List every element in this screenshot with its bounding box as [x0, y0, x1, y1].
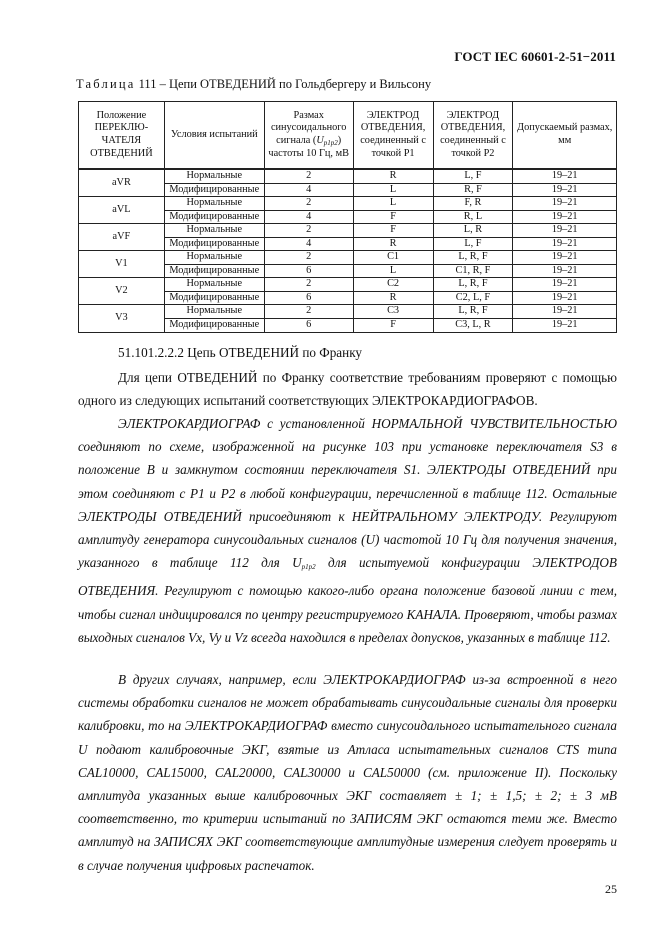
- cell-position: aVR: [79, 169, 165, 197]
- cell-electrode-p1: L: [353, 264, 433, 278]
- header-amplitude: [264, 102, 353, 170]
- cell-electrode-p2: L, F: [433, 237, 513, 251]
- cell-amplitude: 2: [264, 224, 353, 238]
- cell-conditions: Модифицированные: [164, 319, 264, 333]
- cell-electrode-p1: C3: [353, 305, 433, 319]
- cell-amplitude: 2: [264, 278, 353, 292]
- cell-electrode-p2: R, L: [433, 210, 513, 224]
- cell-conditions: Модифицированные: [164, 183, 264, 197]
- cell-position: V2: [79, 278, 165, 305]
- page-number: 25: [605, 882, 617, 896]
- header-amplitude-var: U: [316, 135, 324, 146]
- header-amplitude-post: ) частоты 10 Гц, мВ: [268, 135, 349, 159]
- cell-tolerance: 19–21: [513, 291, 617, 305]
- cell-amplitude: 2: [264, 197, 353, 211]
- cell-conditions: Нормальные: [164, 251, 264, 265]
- header-conditions: Условия испытаний: [164, 102, 264, 170]
- cell-electrode-p1: F: [353, 224, 433, 238]
- header-amplitude-sub: p1p2: [323, 139, 338, 147]
- cell-amplitude: 6: [264, 291, 353, 305]
- cell-conditions: Модифицированные: [164, 291, 264, 305]
- cell-electrode-p1: C1: [353, 251, 433, 265]
- table-caption-label: Таблица: [76, 77, 136, 91]
- cell-electrode-p2: R, F: [433, 183, 513, 197]
- cell-electrode-p2: L, R, F: [433, 251, 513, 265]
- cell-tolerance: 19–21: [513, 197, 617, 211]
- cell-electrode-p1: L: [353, 197, 433, 211]
- cell-amplitude: 2: [264, 305, 353, 319]
- calibration-ecg-paragraph: В других случаях, например, если ЭЛЕКТРОКАРДИОГРАФ из-за встроенной в него системы обработки сигналов не может обрабатывать синусоидальные сигналы для проверки калибровки, то на ЭЛЕКТРОКАРДИОГРАФ вместо синусоидального испытательного сигнала U подают калибровочные ЭКГ, взятые из Атласа испытательных сигналов CTS типа CAL10000, CAL15000, CAL20000, CAL30000 и CAL50000 (см. приложение II). Поскольку амплитуда указанных выше калибровочных ЭКГ составляет ± 1; ± 1,5; ± 2; ± 3 мВ соответственно, то критерии испытаний по ЗАПИСЯМ ЭКГ остаются теми же. Вместо амплитуд на ЗАПИСЯХ ЭКГ соответствующие амплитудные измерения следует проверять и в случае получения цифровых распечаток.: [78, 672, 617, 873]
- cell-conditions: Модифицированные: [164, 264, 264, 278]
- cell-tolerance: 19–21: [513, 319, 617, 333]
- document-header-standard: ГОСТ IEC 60601-2-51−2011: [454, 49, 616, 64]
- table-row: [79, 197, 617, 211]
- cell-electrode-p2: L, R: [433, 224, 513, 238]
- cell-amplitude: 2: [264, 251, 353, 265]
- para1-sub: p1p2: [301, 563, 316, 572]
- cell-electrode-p1: R: [353, 291, 433, 305]
- intro-paragraph: Для цепи ОТВЕДЕНИЙ по Франку соответствие требованиям проверяют с помощью одного из следующих испытаний соответствующих ЭЛЕКТРОКАРДИОГРАФОВ.: [78, 370, 617, 409]
- table-row: [79, 169, 617, 183]
- cell-conditions: Нормальные: [164, 169, 264, 183]
- cell-tolerance: 19–21: [513, 237, 617, 251]
- cell-tolerance: 19–21: [513, 183, 617, 197]
- cell-tolerance: 19–21: [513, 305, 617, 319]
- cell-electrode-p2: C2, L, F: [433, 291, 513, 305]
- cell-conditions: Нормальные: [164, 278, 264, 292]
- cell-tolerance: 19–21: [513, 210, 617, 224]
- cell-conditions: Нормальные: [164, 224, 264, 238]
- cell-electrode-p1: C2: [353, 278, 433, 292]
- header-tolerance: Допускаемый размах, мм: [513, 102, 617, 170]
- cell-position: aVL: [79, 197, 165, 224]
- cell-conditions: Модифицированные: [164, 237, 264, 251]
- cell-amplitude: 2: [264, 169, 353, 183]
- frank-test-paragraph: [78, 412, 617, 649]
- cell-conditions: Нормальные: [164, 197, 264, 211]
- section-heading-text: 51.101.2.2.2 Цепь ОТВЕДЕНИЙ по Франку: [118, 345, 363, 360]
- table-header-row: [79, 102, 617, 170]
- lead-circuits-table: [78, 101, 617, 333]
- cell-conditions: Нормальные: [164, 305, 264, 319]
- cell-electrode-p1: L: [353, 183, 433, 197]
- table-row: [79, 305, 617, 319]
- cell-conditions: Модифицированные: [164, 210, 264, 224]
- cell-amplitude: 4: [264, 210, 353, 224]
- section-heading: [78, 341, 362, 364]
- cell-electrode-p2: F, R: [433, 197, 513, 211]
- para1-text-b: для испытуемой конфигурации ЭЛЕКТРОДОВ ОТВЕДЕНИЯ. Регулируют с помощью какого-либо органа положение базовой линии с тем, чтобы сигнал индицировался по центру регистрируемого КАНАЛА. Проверяют, чтобы размах выходных сигналов Vx, Vy и Vz всегда находился в пределах допусков, указанных в таблице 112.: [78, 555, 617, 645]
- table-row: [79, 224, 617, 238]
- cell-amplitude: 4: [264, 183, 353, 197]
- cell-position: V3: [79, 305, 165, 332]
- header-position: Положение ПЕРЕКЛЮ-ЧАТЕЛЯ ОТВЕДЕНИЙ: [79, 102, 165, 170]
- table-body: [79, 169, 617, 332]
- table-caption: [76, 77, 431, 92]
- cell-electrode-p1: F: [353, 210, 433, 224]
- cell-electrode-p2: L, F: [433, 169, 513, 183]
- para1-var: U: [292, 555, 302, 571]
- header-electrode-p2: ЭЛЕКТРОД ОТВЕДЕНИЯ, соединенный с точкой P2: [433, 102, 513, 170]
- cell-amplitude: 6: [264, 264, 353, 278]
- header-amplitude-pre: Размах синусоидального сигнала (: [270, 109, 347, 146]
- cell-electrode-p2: C3, L, R: [433, 319, 513, 333]
- cell-amplitude: 4: [264, 237, 353, 251]
- cell-position: aVF: [79, 224, 165, 251]
- cell-position: V1: [79, 251, 165, 278]
- cell-electrode-p1: R: [353, 237, 433, 251]
- cell-electrode-p1: F: [353, 319, 433, 333]
- header-electrode-p1: ЭЛЕКТРОД ОТВЕДЕНИЯ, соединенный с точкой P1: [353, 102, 433, 170]
- table-caption-text: 111 – Цепи ОТВЕДЕНИЙ по Гольдбергеру и Вильсону: [138, 77, 432, 91]
- table-row: [79, 278, 617, 292]
- table-row: [79, 251, 617, 265]
- cell-electrode-p1: R: [353, 169, 433, 183]
- para1-text-a: ЭЛЕКТРОКАРДИОГРАФ с установленной НОРМАЛЬНОЙ ЧУВСТВИТЕЛЬНОСТЬЮ соединяют по схеме, изображенной на рисунке 103 при установке переключателя S3 в положение B и замкнутом состоянии переключателя S1. ЭЛЕКТРОДЫ ОТВЕДЕНИЙ при этом соединяют с P1 и P2 в любой конфигурации, перечисленной в таблице 112. Остальные ЭЛЕКТРОДЫ ОТВЕДЕНИЙ присоединяют к НЕЙТРАЛЬНОМУ ЭЛЕКТРОДУ. Регулируют амплитуду генератора синусоидальных сигналов (U) частотой 10 Гц для получения значения, указанного в таблице 112 для: [78, 416, 617, 571]
- cell-electrode-p2: C1, R, F: [433, 264, 513, 278]
- cell-tolerance: 19–21: [513, 278, 617, 292]
- cell-tolerance: 19–21: [513, 224, 617, 238]
- cell-tolerance: 19–21: [513, 264, 617, 278]
- cell-tolerance: 19–21: [513, 169, 617, 183]
- cell-amplitude: 6: [264, 319, 353, 333]
- cell-electrode-p2: L, R, F: [433, 305, 513, 319]
- cell-electrode-p2: L, R, F: [433, 278, 513, 292]
- cell-tolerance: 19–21: [513, 251, 617, 265]
